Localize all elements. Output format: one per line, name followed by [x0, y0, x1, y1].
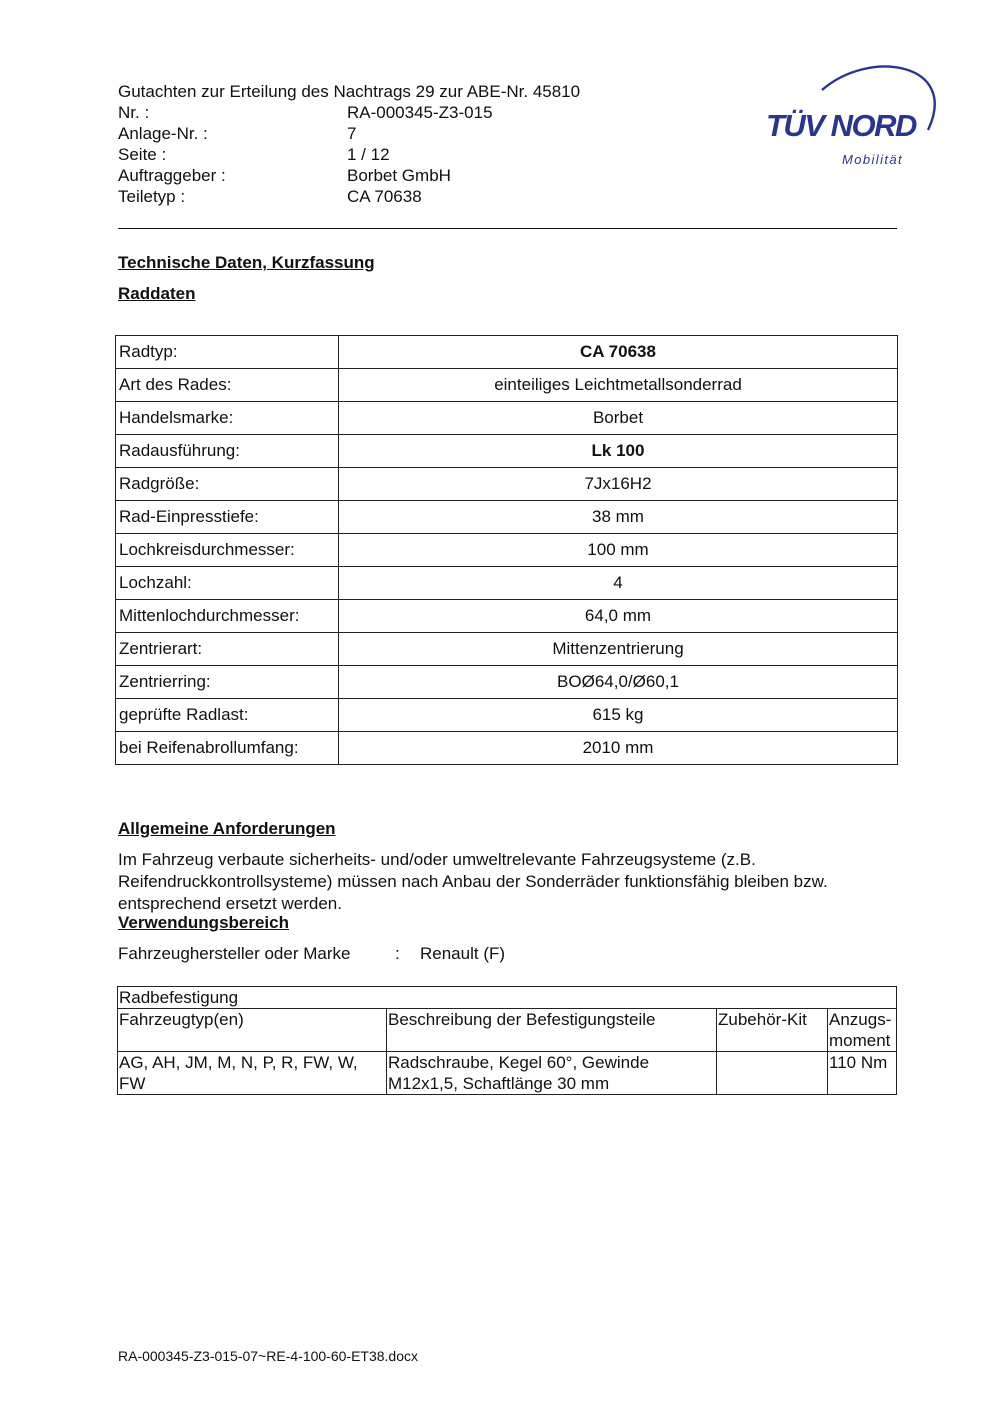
cell-line: AG, AH, JM, M, N, P, R, FW, W,	[119, 1053, 358, 1072]
header-row-teiletyp	[0, 186, 700, 207]
row-value: 615 kg	[339, 699, 898, 732]
section-heading-verwendungsbereich: Verwendungsbereich	[118, 913, 289, 932]
header-value: Borbet GmbH	[347, 166, 451, 185]
row-label: Handelsmarke:	[116, 402, 339, 435]
row-label: Mittenlochdurchmesser:	[116, 600, 339, 633]
row-label: Art des Rades:	[116, 369, 339, 402]
table-row	[116, 534, 898, 567]
row-label: Radausführung:	[116, 435, 339, 468]
row-value: BOØ64,0/Ø60,1	[339, 666, 898, 699]
row-value: Lk 100	[339, 435, 898, 468]
header-beschreibung: Beschreibung der Befestigungsteile	[387, 1009, 717, 1052]
tuv-nord-arc-icon	[760, 58, 945, 173]
table-row	[116, 369, 898, 402]
table-row	[116, 435, 898, 468]
raddaten-table	[115, 335, 898, 765]
paragraph-line: Reifendruckkontrollsysteme) müssen nach Anbau der Sonderräder funktionsfähig bleiben bzw.	[118, 872, 828, 891]
header-key: Anlage-Nr. :	[118, 124, 208, 143]
table-row	[116, 336, 898, 369]
row-label: Lochkreisdurchmesser:	[116, 534, 339, 567]
table-row	[116, 699, 898, 732]
cell-zubehoer-kit	[717, 1052, 828, 1095]
row-label: Lochzahl:	[116, 567, 339, 600]
manufacturer-value: Renault (F)	[420, 944, 506, 963]
table-title: Radbefestigung	[118, 987, 897, 1009]
row-label: Radgröße:	[116, 468, 339, 501]
cell-beschreibung	[387, 1052, 717, 1095]
paragraph-line: Im Fahrzeug verbaute sicherheits- und/oder umweltrelevante Fahrzeugsysteme (z.B.	[118, 850, 756, 869]
header-key: Teiletyp :	[118, 187, 186, 206]
header-zubehoer-kit: Zubehör-Kit	[717, 1009, 828, 1052]
cell-line: Radschraube, Kegel 60°, Gewinde	[388, 1053, 650, 1072]
section-heading-technische-daten: Technische Daten, Kurzfassung	[118, 253, 375, 272]
section-heading-raddaten: Raddaten	[118, 284, 196, 303]
header-anzugsmoment-line2: moment	[829, 1031, 891, 1050]
table-row	[116, 567, 898, 600]
document-title: Gutachten zur Erteilung des Nachtrags 29 zur ABE-Nr. 45810	[118, 82, 581, 101]
cell-fahrzeugtyp	[118, 1052, 387, 1095]
header-row-anlage	[0, 123, 700, 144]
row-value: einteiliges Leichtmetallsonderrad	[339, 369, 898, 402]
requirements-paragraph	[118, 849, 918, 915]
table-row	[116, 732, 898, 765]
table-row	[116, 600, 898, 633]
cell-line: FW	[119, 1074, 146, 1093]
table-row	[116, 666, 898, 699]
header-fahrzeugtyp: Fahrzeugtyp(en)	[118, 1009, 387, 1052]
table-row	[116, 633, 898, 666]
header-row-auftraggeber	[0, 165, 700, 186]
header-anzugsmoment-line1: Anzugs-	[829, 1010, 892, 1029]
table-header-row	[118, 1009, 897, 1052]
manufacturer-separator: :	[395, 944, 400, 963]
tuv-nord-logo	[760, 58, 945, 173]
row-value: 7Jx16H2	[339, 468, 898, 501]
row-value: Borbet	[339, 402, 898, 435]
radbefestigung-table	[117, 986, 897, 1095]
row-label: Radtyp:	[116, 336, 339, 369]
header-value: CA 70638	[347, 187, 422, 206]
row-label: bei Reifenabrollumfang:	[116, 732, 339, 765]
row-label: Zentrierring:	[116, 666, 339, 699]
logo-subtitle: Mobilität	[842, 152, 904, 167]
row-label: geprüfte Radlast:	[116, 699, 339, 732]
header-value: RA-000345-Z3-015	[347, 103, 493, 122]
manufacturer-label: Fahrzeughersteller oder Marke	[118, 944, 351, 963]
cell-anzugsmoment: 110 Nm	[828, 1052, 897, 1095]
logo-brand: TÜV NORD	[766, 108, 916, 143]
header-value: 7	[347, 124, 357, 143]
row-value: 100 mm	[339, 534, 898, 567]
header-key: Auftraggeber :	[118, 166, 226, 185]
table-row	[116, 468, 898, 501]
table-row	[116, 402, 898, 435]
table-row	[116, 501, 898, 534]
row-value: CA 70638	[339, 336, 898, 369]
header-value: 1 / 12	[347, 145, 390, 164]
header-row-nr	[0, 102, 700, 123]
row-value: 38 mm	[339, 501, 898, 534]
document-footer-filename: RA-000345-Z3-015-07~RE-4-100-60-ET38.docx	[118, 1348, 418, 1364]
table-row	[118, 987, 897, 1009]
row-value: 2010 mm	[339, 732, 898, 765]
row-value: 4	[339, 567, 898, 600]
row-value: Mittenzentrierung	[339, 633, 898, 666]
header-key: Nr. :	[118, 103, 150, 122]
row-label: Rad-Einpresstiefe:	[116, 501, 339, 534]
section-heading-allgemeine-anforderungen: Allgemeine Anforderungen	[118, 819, 336, 838]
row-value: 64,0 mm	[339, 600, 898, 633]
paragraph-line: entsprechend ersetzt werden.	[118, 894, 342, 913]
cell-line: M12x1,5, Schaftlänge 30 mm	[388, 1074, 610, 1093]
table-row	[118, 1052, 897, 1095]
header-anzugsmoment	[828, 1009, 897, 1052]
row-label: Zentrierart:	[116, 633, 339, 666]
header-key: Seite :	[118, 145, 167, 164]
header-row-seite	[0, 144, 700, 165]
header-divider	[118, 228, 897, 229]
